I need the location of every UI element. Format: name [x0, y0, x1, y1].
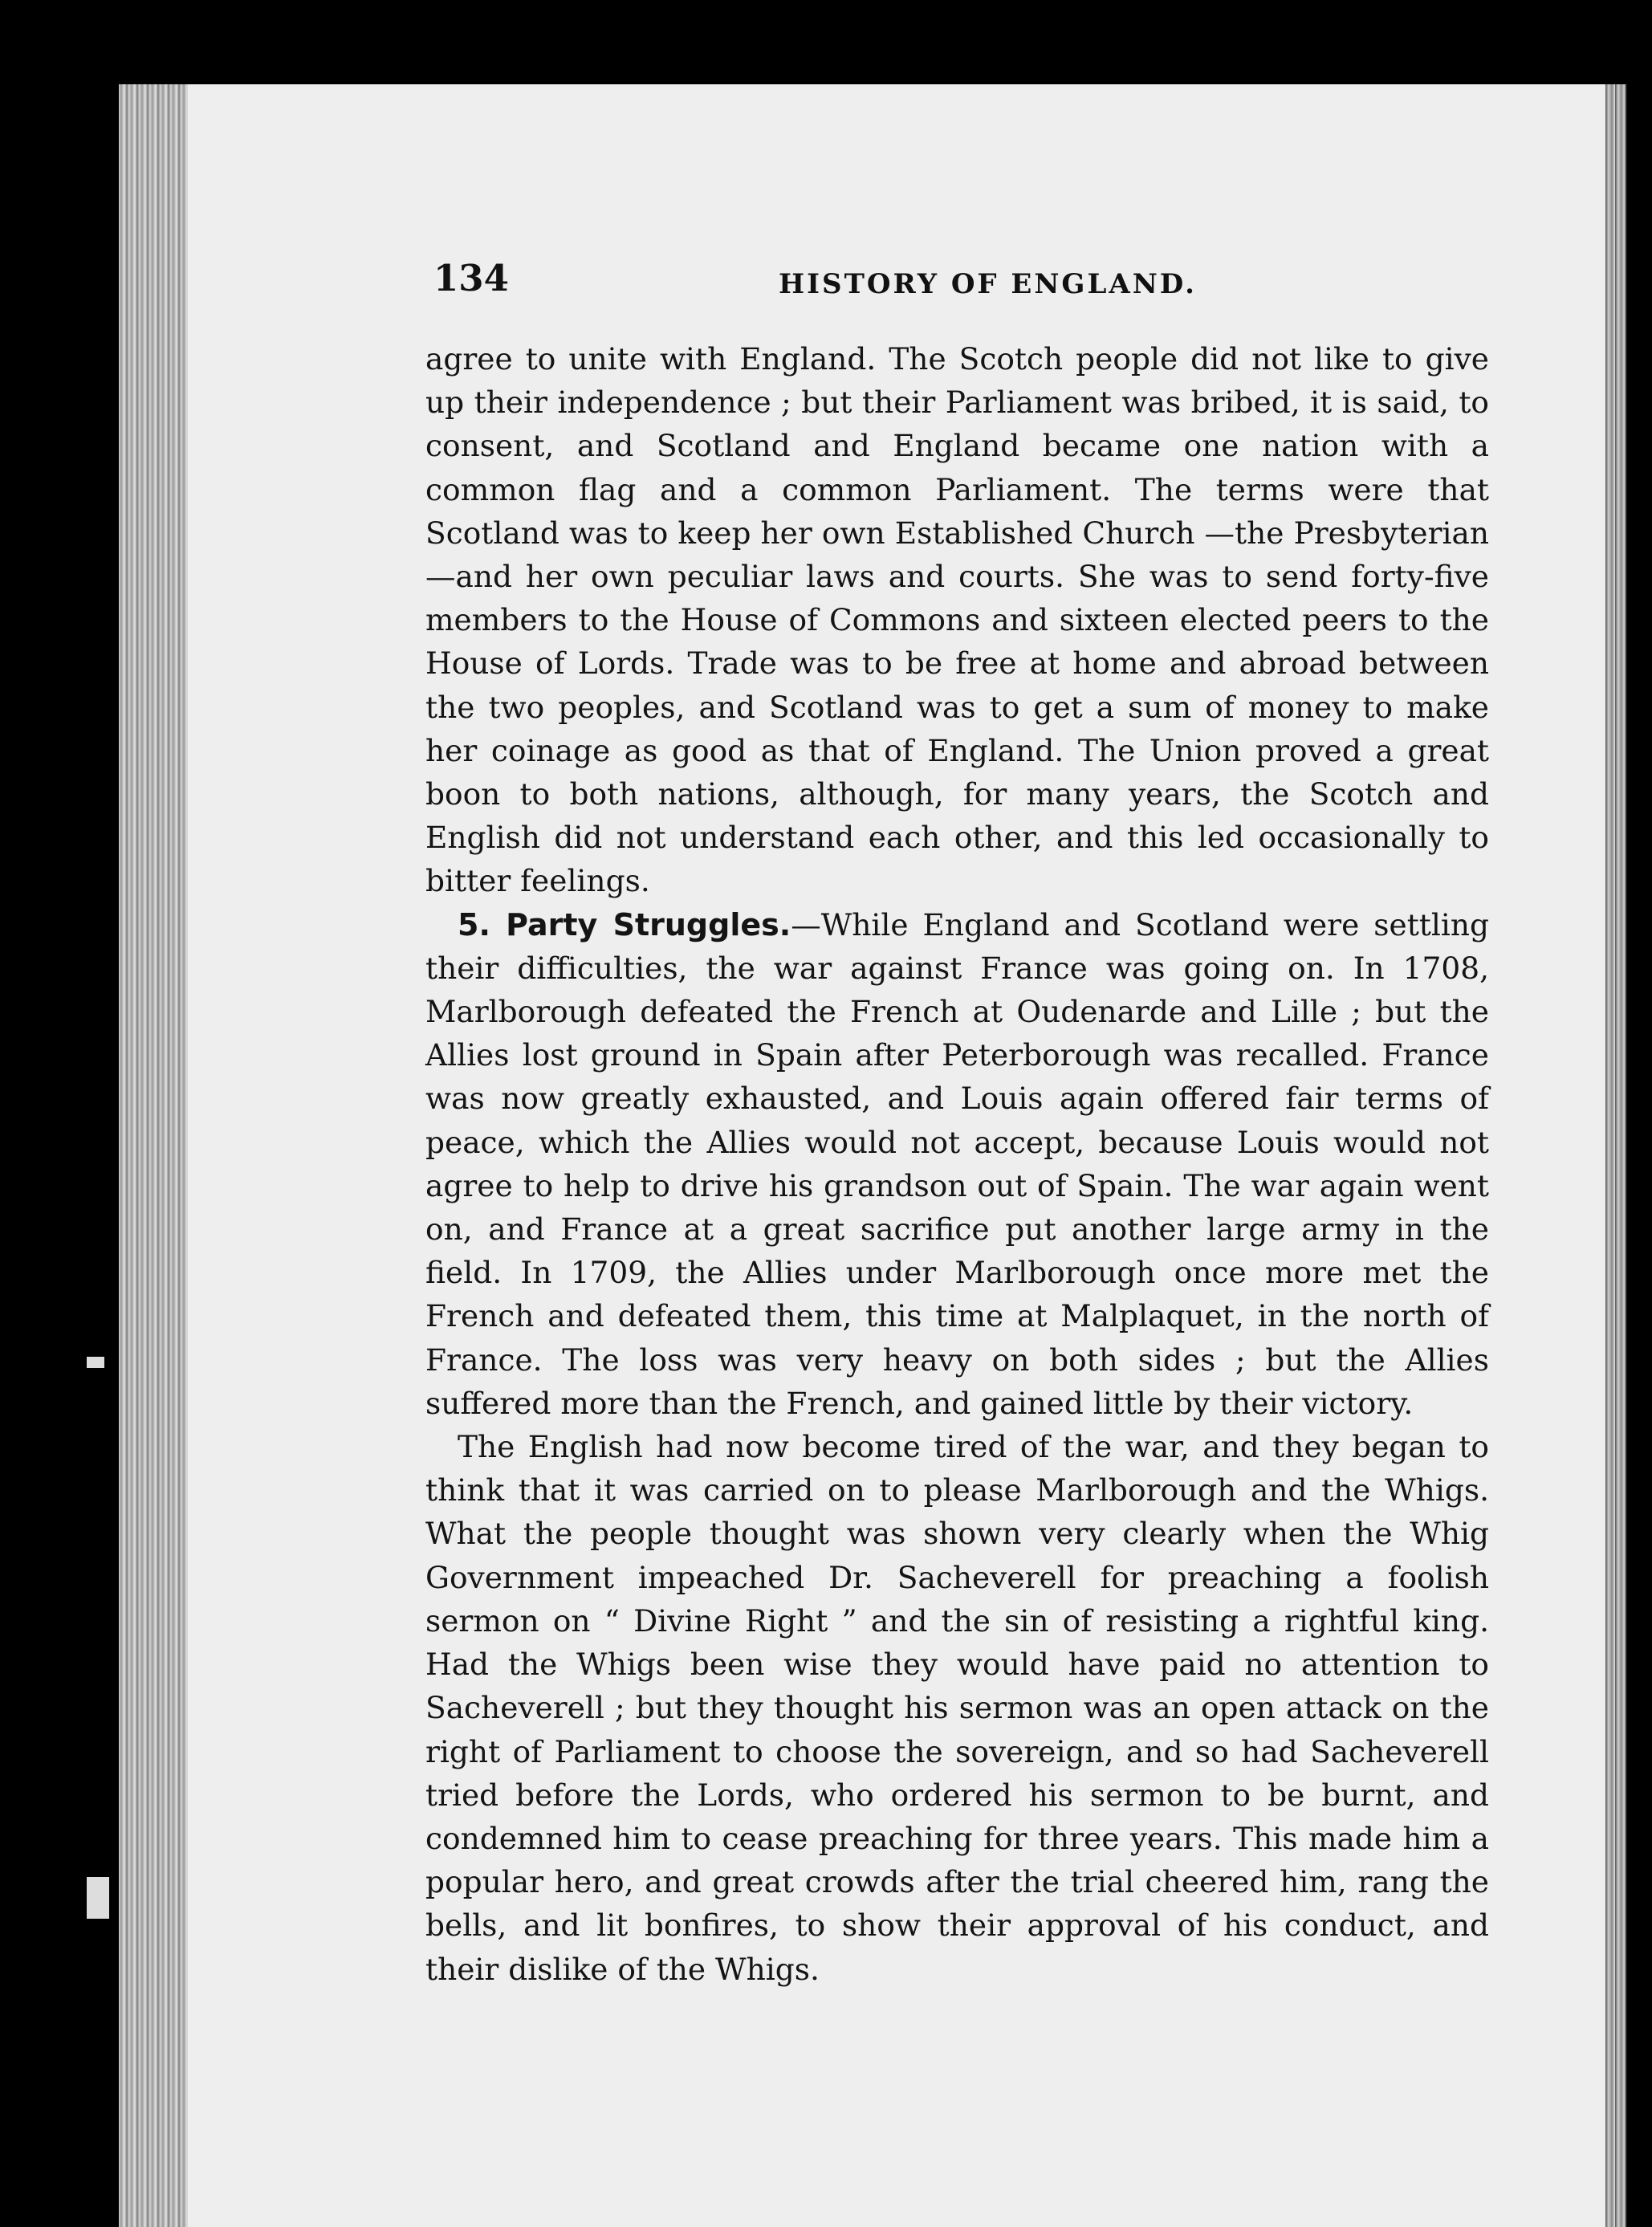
section-text: —While England and Scotland were settling their difficulties, the war against France was going on. In 1708, Marlborough defeated the French at Oudenarde and Lille ; but the Allies lost ground in Spain after Peterborough was recalled. France was now greatly exhausted, and Louis again offered fair terms of peace, which the Allies would not accept, because Louis would not agree to help to drive his grandson out of Spain. The war again went on, and France at a great sacrifice put another large army in the field. In 1709, the Allies under Marlborough once more met the French and defeated them, this time at Malplaquet, in the north of France. The loss was very heavy on both sides ; but the Allies suffered more than the French, and gained little by their victory. — [425, 906, 1489, 1421]
page-fore-edge — [1605, 84, 1626, 2227]
running-title: HISTORY OF ENGLAND. — [779, 268, 1197, 300]
paragraph-party-struggles — [425, 903, 1489, 1425]
paragraph-union: agree to unite with England. The Scotch people did not like to give up their independence ; but their Parliament was bribed, it is said, to consent, and Scotland and England became one nation with a common flag and a common Parliament. The terms were that Scotland was to keep her own Established Church —the Presbyterian—and her own peculiar laws and courts. She was to send forty-five members to the House of Commons and sixteen elected peers to the House of Lords. Trade was to be free at home and abroad between the two peoples, and Scotland was to get a sum of money to make her coinage as good as that of England. The Union proved a great boon to both nations, although, for many years, the Scotch and English did not understand each other, and this led occasionally to bitter feelings. — [425, 341, 1489, 899]
section-heading: 5. Party Struggles. — [458, 906, 791, 943]
running-header — [433, 249, 1493, 313]
body-text — [425, 337, 1489, 1991]
page-number: 134 — [433, 257, 509, 299]
page-binding-edge — [119, 84, 188, 2227]
paragraph-sacheverell: The English had now become tired of the war, and they began to think that it was carried on to please Marlborough and the Whigs. What the people thought was shown very clearly when the Whig Government impeached Dr. Sacheverell for preaching a foolish sermon on “ Divine Right ” and the sin of resisting a rightful king. Had the Whigs been wise they would have paid no attention to Sacheverell ; but they thought his sermon was an open attack on the right of Parliament to choose the sovereign, and so had Sacheverell tried before the Lords, who ordered his sermon to be burnt, and condemned him to cease preaching for three years. This made him a popular hero, and great crowds after the trial cheered him, rang the bells, and lit bonfires, to show their approval of his conduct, and their dislike of the Whigs. — [425, 1429, 1489, 1987]
scan-artifact — [87, 1357, 104, 1368]
scan-artifact — [87, 1877, 109, 1919]
